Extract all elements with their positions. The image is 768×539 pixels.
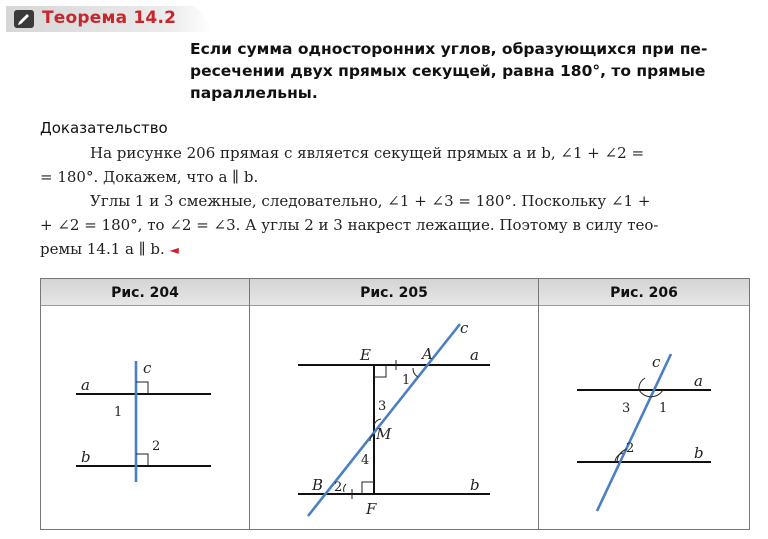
figure-204-drawing bbox=[41, 306, 249, 528]
angle-2-label: 2 bbox=[152, 439, 161, 454]
angle-3-arc bbox=[639, 378, 645, 390]
label-c: c bbox=[652, 353, 661, 371]
angle-4-label: 4 bbox=[361, 453, 370, 468]
proof-line-last bbox=[40, 237, 756, 262]
header-corner bbox=[194, 6, 220, 32]
theorem-icon bbox=[14, 10, 34, 28]
statement-line: ресечении двух прямых секущей, равна 180°, то прямые bbox=[190, 62, 706, 80]
proof-end-marker: ◄ bbox=[169, 243, 179, 257]
angle-3-label: 3 bbox=[622, 401, 631, 416]
figure-205 bbox=[250, 279, 538, 529]
proof-heading: Доказательство bbox=[40, 119, 168, 137]
transversal-c bbox=[597, 354, 671, 511]
label-M: M bbox=[376, 425, 392, 443]
proof-line: Углы 1 и 3 смежные, следовательно, ∠1 + ∠3 = 180°. Поскольку ∠1 + bbox=[90, 192, 651, 210]
figure-206 bbox=[539, 279, 749, 529]
label-c: c bbox=[143, 359, 152, 377]
angle-3-label: 3 bbox=[378, 399, 387, 414]
label-b: b bbox=[470, 476, 480, 494]
label-b: b bbox=[81, 448, 91, 466]
proof-line: ремы 14.1 a ∥ b. bbox=[40, 240, 165, 258]
proof-line: + ∠2 = 180°, то ∠2 = ∠3. А углы 2 и 3 накрест лежащие. Поэтому в силу тео- bbox=[40, 216, 659, 234]
angle-2-label: 2 bbox=[626, 441, 635, 456]
label-E: E bbox=[360, 346, 371, 364]
statement-line: Если сумма односторонних углов, образующихся при пе- bbox=[190, 40, 708, 58]
label-F: F bbox=[366, 500, 377, 518]
figures-table bbox=[40, 278, 750, 530]
angle-2-label: 2 bbox=[334, 480, 343, 495]
figure-206-caption: Рис. 206 bbox=[539, 279, 749, 306]
right-angle-mark-E bbox=[374, 365, 386, 377]
transversal-c bbox=[308, 324, 460, 516]
label-A: A bbox=[422, 345, 433, 363]
theorem-label: Теорема 14.2 bbox=[42, 8, 177, 28]
proof-line: На рисунке 206 прямая c является секущей прямых a и b, ∠1 + ∠2 = bbox=[90, 144, 645, 162]
proof-text bbox=[40, 141, 756, 262]
angle-1-label: 1 bbox=[402, 373, 411, 388]
angle-1-arc bbox=[413, 368, 418, 377]
right-angle-mark-2 bbox=[136, 454, 148, 466]
label-a: a bbox=[694, 372, 703, 390]
figure-206-drawing bbox=[539, 306, 749, 528]
label-a: a bbox=[470, 346, 479, 364]
statement-line: параллельны. bbox=[190, 84, 318, 102]
label-c: c bbox=[460, 319, 469, 337]
angle-1-label: 1 bbox=[114, 405, 123, 420]
label-a: a bbox=[81, 376, 90, 394]
angle-1-label: 1 bbox=[659, 401, 668, 416]
figure-204 bbox=[41, 279, 249, 529]
figure-204-caption: Рис. 204 bbox=[41, 279, 249, 306]
theorem-statement bbox=[190, 38, 756, 104]
angle-2-arc bbox=[344, 484, 346, 492]
right-angle-mark-F bbox=[362, 482, 374, 494]
figure-205-drawing bbox=[250, 306, 538, 528]
right-angle-mark-1 bbox=[136, 382, 148, 394]
label-B: B bbox=[312, 476, 324, 494]
label-b: b bbox=[694, 444, 704, 462]
proof-line: = 180°. Докажем, что a ∥ b. bbox=[40, 168, 259, 186]
figure-205-caption: Рис. 205 bbox=[250, 279, 538, 306]
